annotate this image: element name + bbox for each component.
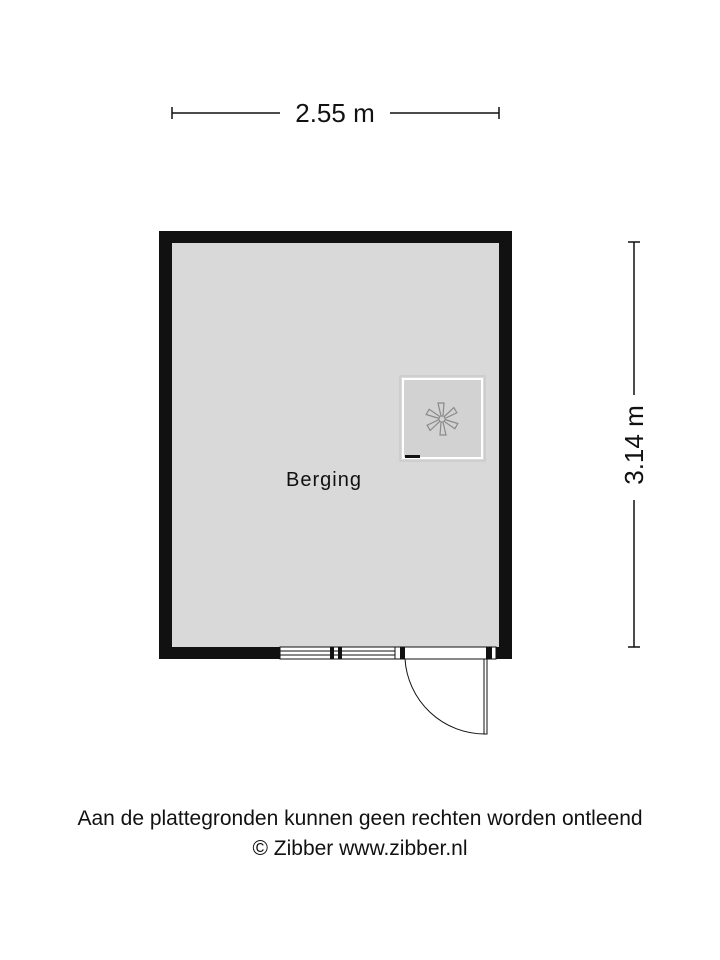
copyright-text: © Zibber www.zibber.nl — [252, 837, 468, 860]
door — [395, 647, 496, 734]
wall-bottom-left — [159, 647, 280, 659]
unit-marker — [405, 455, 420, 458]
height-dimension — [619, 242, 649, 647]
door-swing-arc — [405, 659, 485, 734]
window — [280, 647, 395, 659]
wall-left — [159, 231, 172, 659]
wall-top — [159, 231, 512, 243]
width-label: 2.55 m — [295, 98, 375, 128]
appliance-unit — [400, 376, 485, 461]
door-leaf — [484, 659, 487, 734]
room-label: Berging — [286, 469, 362, 491]
wall-right — [499, 231, 512, 659]
wall-bottom-right-stub — [496, 647, 512, 659]
height-label: 3.14 m — [619, 405, 649, 485]
disclaimer-text: Aan de plattegronden kunnen geen rechten worden ontleend — [77, 807, 643, 830]
width-dimension — [172, 98, 499, 128]
